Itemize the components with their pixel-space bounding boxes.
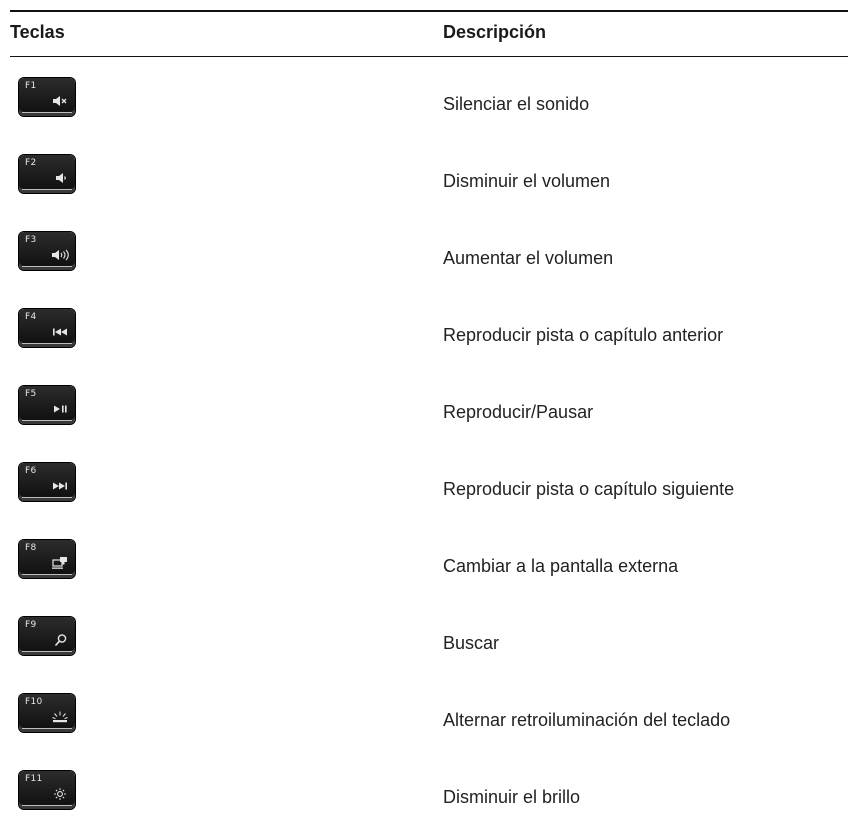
function-key [19,694,75,732]
table-row [10,442,848,519]
mute-icon [51,94,69,108]
key-description: Silenciar el sonido [443,94,590,114]
table-row [10,596,848,673]
table-row [10,57,848,134]
key-label: F9 [25,620,37,630]
function-key [19,78,75,116]
table-header [10,12,848,57]
function-key [19,232,75,270]
key-description: Reproducir pista o capítulo siguiente [443,479,735,499]
play-pause-icon [51,402,69,416]
table-row [10,673,848,750]
key-description: Alternar retroiluminación del teclado [443,710,731,730]
key-description: Reproducir pista o capítulo anterior [443,325,724,345]
key-label: F4 [25,312,37,322]
key-description: Cambiar a la pantalla externa [443,556,679,576]
search-icon [51,633,69,647]
function-keys-table [10,10,848,827]
next-track-icon [51,479,69,493]
brightness-down-icon [51,787,69,801]
function-key [19,771,75,809]
key-description: Disminuir el volumen [443,171,611,191]
key-label: F5 [25,389,37,399]
key-label: F3 [25,235,37,245]
key-label: F8 [25,543,37,553]
function-key [19,155,75,193]
key-label: F1 [25,81,37,91]
key-label: F10 [25,697,43,707]
keyboard-backlight-icon [51,710,69,724]
description-column-header: Descripción [443,22,547,42]
table-row [10,519,848,596]
function-key [19,309,75,347]
external-display-icon [51,556,69,570]
function-key [19,617,75,655]
function-key [19,463,75,501]
volume-down-icon [51,171,69,185]
keys-column-header: Teclas [10,22,65,42]
table-row [10,750,848,827]
key-label: F2 [25,158,37,168]
function-key [19,540,75,578]
table-row [10,134,848,211]
table-body [10,57,848,827]
table-row [10,365,848,442]
table-row [10,288,848,365]
key-description: Reproducir/Pausar [443,402,594,422]
key-description: Buscar [443,633,500,653]
table-row [10,211,848,288]
previous-track-icon [51,325,69,339]
key-description: Disminuir el brillo [443,787,581,807]
key-label: F6 [25,466,37,476]
function-key [19,386,75,424]
volume-up-icon [51,248,69,262]
key-description: Aumentar el volumen [443,248,614,268]
key-label: F11 [25,774,43,784]
